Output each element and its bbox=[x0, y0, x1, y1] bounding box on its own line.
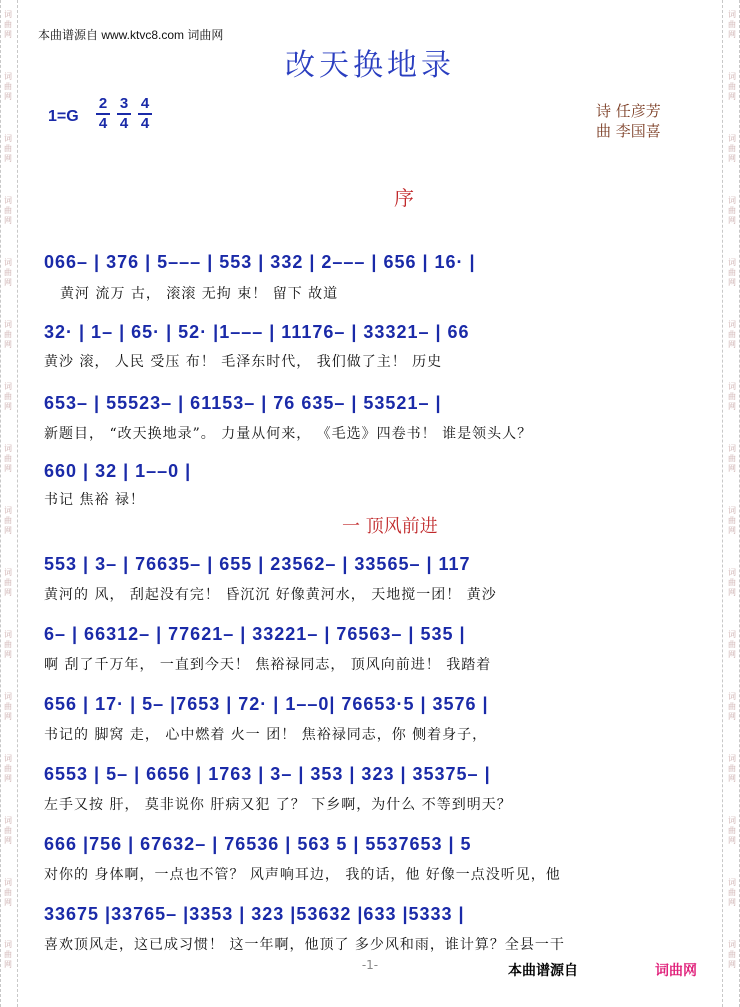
section-part-one: 一 顶风前进 bbox=[342, 516, 438, 537]
watermark-mark: 词 曲 网 bbox=[728, 444, 736, 473]
notation-line-3: 653– | 55523– | 61153– | 76 635– | 53521– | bbox=[44, 393, 442, 413]
watermark-mark: 词 曲 网 bbox=[728, 72, 736, 101]
notation-line-4: 660 | 32 | 1––0 | bbox=[44, 461, 192, 481]
watermark-mark: 词 曲 网 bbox=[4, 816, 12, 845]
watermark-mark: 词 曲 网 bbox=[4, 940, 12, 969]
header-site-line: 本曲谱源自 www.ktvc8.com 词曲网 bbox=[38, 28, 224, 42]
watermark-mark: 词 曲 网 bbox=[728, 258, 736, 287]
notation-line-10: 33675 |33765– |3353 | 323 |53632 |633 |5333 | bbox=[44, 904, 465, 924]
watermark-mark: 词 曲 网 bbox=[4, 72, 12, 101]
watermark-mark: 词 曲 网 bbox=[728, 692, 736, 721]
watermark-mark: 词 曲 网 bbox=[728, 134, 736, 163]
watermark-mark: 词 曲 网 bbox=[728, 506, 736, 535]
lyric-line-8: 左手又按 肝， 莫非说你 肝病又犯 了？ 下乡啊，为什么 不等到明天？ bbox=[44, 797, 512, 813]
meter-2-4: 2 4 bbox=[96, 96, 110, 132]
lyric-line-2: 黄沙 滚， 人民 受压 布！ 毛泽东时代， 我们做了主！ 历史 bbox=[44, 354, 443, 370]
lyric-line-9: 对你的 身体啊，一点也不管？ 风声响耳边， 我的话，他 好像一点没听见，他 bbox=[44, 867, 561, 883]
watermark-mark: 词 曲 网 bbox=[4, 258, 12, 287]
watermark-mark: 词 曲 网 bbox=[4, 134, 12, 163]
watermark-mark: 词 曲 网 bbox=[4, 320, 12, 349]
lyric-line-1: 黄河 流万 古， 滚滚 无拘 束！ 留下 故道 bbox=[60, 286, 339, 302]
watermark-mark: 词 曲 网 bbox=[4, 692, 12, 721]
notation-line-5: 553 | 3– | 76635– | 655 | 23562– | 33565– | 117 bbox=[44, 554, 471, 574]
meter-3-4: 3 4 bbox=[117, 96, 131, 132]
lyric-line-7: 书记的 脚窝 走， 心中燃着 火一 团！ 焦裕禄同志，你 侧着身子， bbox=[44, 727, 488, 743]
watermark-mark: 词 曲 网 bbox=[728, 754, 736, 783]
page-number: -1- bbox=[361, 958, 379, 972]
watermark-mark: 词 曲 网 bbox=[4, 444, 12, 473]
lyric-line-6: 啊 刮了千万年， 一直到今天！ 焦裕禄同志， 顶风向前进！ 我踏着 bbox=[44, 657, 492, 673]
lyric-line-5: 黄河的 风， 刮起没有完！ 昏沉沉 好像黄河水， 天地搅一团！ 黄沙 bbox=[44, 587, 497, 603]
watermark-mark: 词 曲 网 bbox=[728, 878, 736, 907]
watermark-mark: 词 曲 网 bbox=[728, 10, 736, 39]
notation-line-1: 066– | 376 | 5––– | 553 | 332 | 2––– | 656 | 16· | bbox=[44, 252, 476, 272]
watermark-mark: 词 曲 网 bbox=[4, 630, 12, 659]
lyricist-credit: 诗 任彦芳 bbox=[596, 102, 661, 120]
lyric-line-10: 喜欢顶风走，这已成习惯！ 这一年啊，他顶了 多少风和雨，谁计算？全县一干 bbox=[44, 937, 565, 953]
watermark-mark: 词 曲 网 bbox=[728, 320, 736, 349]
watermark-mark: 词 曲 网 bbox=[728, 382, 736, 411]
section-prelude: 序 bbox=[394, 186, 414, 210]
notation-line-8: 6553 | 5– | 6656 | 1763 | 3– | 353 | 323 | 35375– | bbox=[44, 764, 491, 784]
song-title: 改天换地录 bbox=[285, 48, 455, 83]
notation-line-2: 32· | 1– | 65· | 52· |1––– | 11176– | 33321– | 66 bbox=[44, 322, 470, 342]
watermark-mark: 词 曲 网 bbox=[728, 816, 736, 845]
watermark-mark: 词 曲 网 bbox=[728, 630, 736, 659]
notation-line-9: 666 |756 | 67632– | 76536 | 563 5 | 5537653 | 5 bbox=[44, 834, 472, 854]
footer-source-text: 本曲谱源自 bbox=[508, 963, 578, 979]
watermark-mark: 词 曲 网 bbox=[4, 382, 12, 411]
watermark-mark: 词 曲 网 bbox=[728, 940, 736, 969]
watermark-mark: 词 曲 网 bbox=[4, 506, 12, 535]
lyric-line-4: 书记 焦裕 禄！ bbox=[44, 492, 145, 508]
watermark-mark: 词 曲 网 bbox=[728, 196, 736, 225]
meter-4-4: 4 4 bbox=[138, 96, 152, 132]
watermark-mark: 词 曲 网 bbox=[4, 754, 12, 783]
watermark-mark: 词 曲 网 bbox=[4, 10, 12, 39]
watermark-mark: 词 曲 网 bbox=[4, 878, 12, 907]
footer-brand-logo: 词曲网 bbox=[655, 963, 697, 979]
lyric-line-3: 新题目， “改天换地录”。 力量从何来， 《毛选》四卷书！ 谁是领头人？ bbox=[44, 426, 533, 442]
watermark-mark: 词 曲 网 bbox=[728, 568, 736, 597]
notation-line-7: 656 | 17· | 5– |7653 | 72· | 1––0| 76653·5 | 3576 | bbox=[44, 694, 489, 714]
notation-line-6: 6– | 66312– | 77621– | 33221– | 76563– | 535 | bbox=[44, 624, 466, 644]
composer-credit: 曲 李国喜 bbox=[596, 122, 661, 140]
watermark-mark: 词 曲 网 bbox=[4, 568, 12, 597]
key-signature: 1=G bbox=[48, 108, 79, 125]
watermark-mark: 词 曲 网 bbox=[4, 196, 12, 225]
